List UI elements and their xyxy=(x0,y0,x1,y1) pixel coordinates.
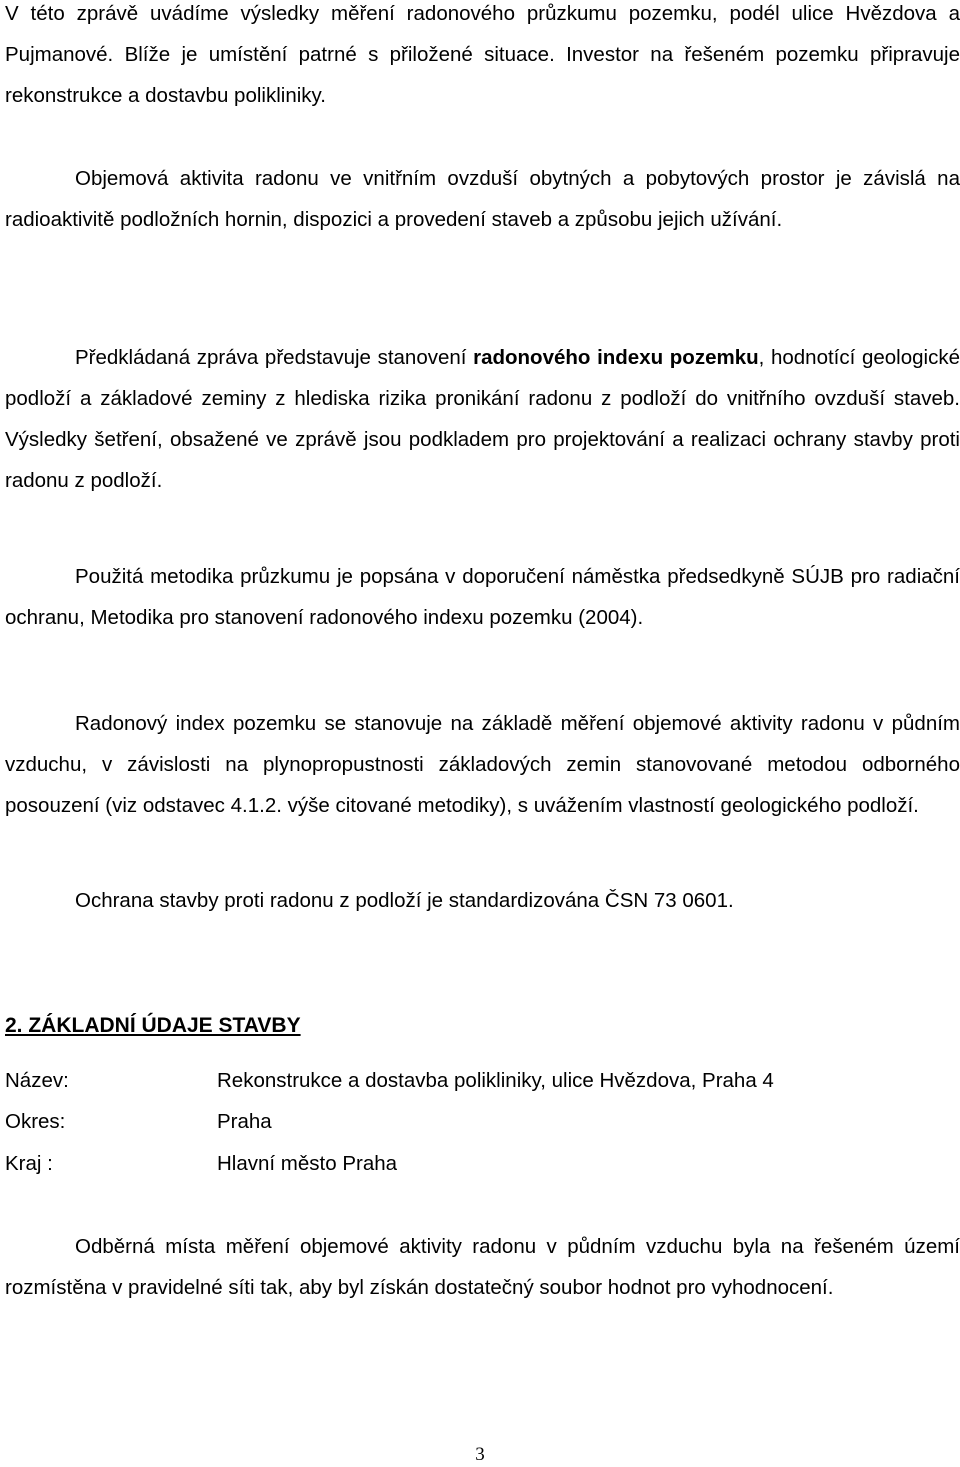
sampling-paragraph: Odběrná místa měření objemové aktivity radonu v půdním vzduchu byla na řešeném území rozmístěna v pravidelné síti tak, aby byl získán dostatečný soubor hodnot pro vyhodnocení. xyxy=(5,1235,960,1299)
info-label: Kraj : xyxy=(5,1152,53,1175)
section-heading: 2. ZÁKLADNÍ ÚDAJE STAVBY xyxy=(5,1014,301,1037)
info-label: Okres: xyxy=(5,1110,66,1133)
report-purpose-text-start: Předkládaná zpráva představuje stanovení xyxy=(75,346,474,369)
info-value: Rekonstrukce a dostavba polikliniky, ulice Hvězdova, Praha 4 xyxy=(217,1069,774,1092)
intro-paragraph: V této zprávě uvádíme výsledky měření radonového průzkumu pozemku, podél ulice Hvězdova a Pujmanové. Blíže je umístění patrné s přiložené situace. Investor na řešeném pozemku připravuje rekonstrukce a dostavbu polikliniky. xyxy=(5,2,960,107)
info-value: Praha xyxy=(217,1110,272,1133)
radon-index-emphasis: radonového indexu pozemku xyxy=(473,346,759,369)
radon-index-paragraph: Radonový index pozemku se stanovuje na základě měření objemové aktivity radonu v půdním vzduchu, v závislosti na plynopropustnosti základových zemin stanovované metodou odborného posouzení (viz odstavec 4.1.2. výše citované metodiky), s uvážením vlastností geologického podloží. xyxy=(5,712,960,817)
info-value: Hlavní město Praha xyxy=(217,1152,398,1175)
radon-activity-paragraph: Objemová aktivita radonu ve vnitřním ovzduší obytných a pobytových prostor je závislá na radioaktivitě podložních hornin, dispozici a provedení staveb a způsobu jejich užívání. xyxy=(5,167,960,231)
methodology-paragraph: Použitá metodika průzkumu je popsána v doporučení náměstka předsedkyně SÚJB pro radiační ochranu, Metodika pro stanovení radonového indexu pozemku (2004). xyxy=(5,565,960,629)
report-purpose-text-end: , hodnotící geologické podloží a základové zeminy z hlediska rizika pronikání radonu z podloží do vnitřního ovzduší staveb. Výsledky šetření, obsažené ve zprávě jsou podkladem pro projektování a realizaci ochrany stavby proti radonu z podloží. xyxy=(5,346,960,492)
info-label: Název: xyxy=(5,1069,69,1092)
page-number: 3 xyxy=(475,1444,485,1465)
standard-paragraph: Ochrana stavby proti radonu z podloží je standardizována ČSN 73 0601. xyxy=(75,889,734,912)
report-purpose-paragraph xyxy=(5,337,960,501)
